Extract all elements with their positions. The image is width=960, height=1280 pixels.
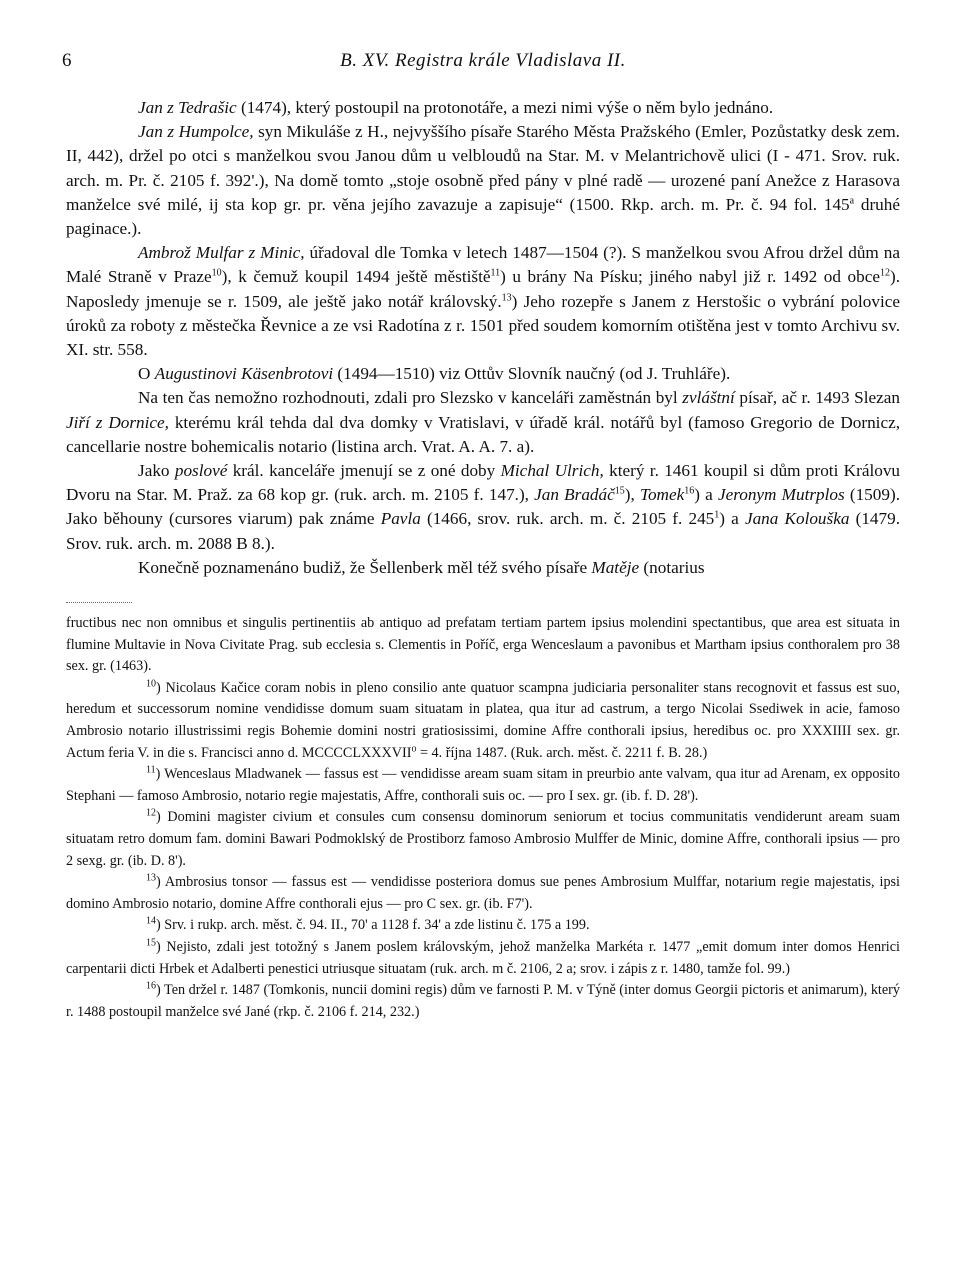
italic-text: poslové [174,461,228,481]
footnote [66,678,900,764]
text-run: ), [624,485,640,505]
text-run: kterému král tehda dal dva domky v Vratislavi, v úřadě král. notářů byl (famoso Gregorio de Dornicz, cancellarie nostre bohemicalis notario (listina arch. Vrat. A. A. 7. a). [66,412,900,456]
superscript-ref: 16 [146,980,156,992]
superscript-ref: 13 [146,872,156,884]
text-run: (notarius [639,557,705,577]
text-run: (1479. Srov. ruk. arch. m. 2088 B 8.). [66,509,900,553]
text-run: (1466, srov. ruk. arch. m. č. 2105 f. 245 [420,509,715,529]
footnote-divider [66,602,132,603]
body-paragraph [66,120,900,241]
text-run: ) Jeho rozepře s Janem z Herstošic o vybrání polovice úroků za roboty z městečka Řevnice a ze vsi Radotína z r. 1501 před soudem komorním otištěna jest v tomto Archivu sv. XI. str. 558. [66,291,900,360]
text-run: ) Ten držel r. 1487 (Tomkonis, nuncii domini regis) dům ve farnosti P. M. v Týně (inter domus Georgii pictoris et animarum), který r. 1488 postoupil manželce své Jané (rkp. č. 2106 f. 214, 232.) [66,982,900,1020]
text-run: ) a [694,485,718,505]
body-paragraph [66,459,900,556]
superscript-ref: 11 [490,267,501,279]
footnote [66,980,900,1023]
superscript-ref: 16 [684,485,695,497]
text-run: ) Nejisto, zdali jest totožný s Janem poslem královským, jehož manželka Markéta r. 1477 „emit domum inter domos Henrici carpentarii dicti Hrbek et Adalberti penestici utriusque situatam (ruk. arch. m č. 2106, 2 a; srov. i zápis z r. 1480, tamže fol. 99.) [66,938,900,977]
italic-text: Augustinovi Käsenbrotovi [154,364,334,384]
superscript-ref: o [411,742,417,754]
superscript-ref: 14 [146,915,156,927]
text-run: ) Wenceslaus Mladwanek — fassus est — vendidisse aream suam sitam in preurbio ante valvam, qua itur ad Arenam, ex opposito Stephani — famoso Ambrosio, notario regie majestatis, Affre, conthorali suis oc. — pro I sex. gr. (ib. f. D. 28'). [66,766,900,804]
text-run: ) u brány Na Písku; jiného nabyl již r. 1492 od obce [500,267,880,287]
italic-text: Jana Kolouška [744,509,850,529]
italic-text: Jan z Humpolce, [138,122,254,142]
footnote [66,613,900,678]
text-run: (1509). Jako běhouny (cursores viarum) pak známe [66,485,900,529]
text-run: písař, ač r. 1493 Slezan [734,388,900,408]
main-text [66,96,900,580]
text-run: který r. 1461 koupil si dům proti Královu Dvoru na Star. M. Praž. za 68 kop gr. (ruk. arch. m. 2105 f. 147.), [66,461,901,505]
body-paragraph [66,386,900,459]
text-run: (1494—1510) viz Ottův Slovník naučný (od J. Truhláře). [333,364,731,384]
page-number: 6 [62,50,72,71]
italic-text: Michal Ulrich, [500,461,604,481]
superscript-ref: 13 [501,291,512,303]
superscript-ref: 10 [146,678,156,690]
body-paragraph [66,556,900,580]
superscript-ref: 12 [879,267,890,279]
document-page [62,44,901,1023]
text-run: ) Nicolaus Kačice coram nobis in pleno consilio ante quatuor scampna judiciaria personaliter stans recognovit et fassus est suo, heredum et successorum nomine vendidisse domum suam situatam in platea, qua itur ad castrum, a tergo Nicolai Ssediwek in acie, famoso Ambrosio notario illustrissimi regis Bohemie domini nostri gratiosissimi, domine Affre conthorali ipsius, heredibus oc. pro XXXIIII sex. gr. Actum feria V. in die s. Francisci anno d. MCCCCLXXXVII [66,679,900,761]
footnote [66,915,900,937]
footnote [66,937,900,980]
italic-text: Jeronym Mutrplos [717,485,845,505]
text-run: fructibus nec non omnibus et singulis pertinentiis ab antiquo ad prefatam tertiam partem ipsius molendini spectantibus, que area est situata in flumine Multavie in Nova Civitate Prag. sub ecclesia s. Clementis in Poříč, erga Wenceslaum a pavonibus et Martham ipsius conthoralem pro 38 sex. gr. (1463). [66,615,900,675]
text-run: = 4. října 1487. (Ruk. arch. měst. č. 2211 f. B. 28.) [416,744,708,761]
text-run: druhé paginace.). [66,194,900,239]
running-title: B. XV. Registra krále Vladislava II. [340,50,626,71]
text-run: Jako [138,461,175,481]
italic-text: Pavla [380,509,421,529]
italic-text: Jan z Tedrašic [138,98,237,117]
body-paragraph [66,96,900,120]
footnote [66,764,900,807]
text-run: ), k čemuž koupil 1494 ještě městiště [221,267,491,287]
superscript-ref: 11 [146,764,156,776]
footnote [66,872,900,915]
text-run: úřadoval dle Tomka v letech 1487—1504 (?). S manželkou svou Afrou držel dům na Malé Straně v Praze [66,243,900,287]
italic-text: Jiří z Dornice, [66,412,169,432]
text-run: ). Naposledy jmenuje se r. 1509, ale ještě jako notář královský. [66,267,900,311]
text-run: Konečně poznamenáno budiž, že Šellenberk měl též svého písaře [138,557,592,577]
italic-text: Matěje [591,557,640,577]
body-paragraph [66,362,900,386]
italic-text: Jan Bradáč [534,485,615,505]
superscript-ref: 15 [614,485,625,497]
text-run: ) a [719,509,745,529]
superscript-ref: 12 [146,807,156,819]
superscript-ref: 1 [714,509,720,521]
text-run: ) Domini magister civium et consules cum consensu dominorum seniorum et tocius communitatis vendiderunt aream suam situatam retro domum fam. domini Bawari Podmoklský de Prostiborz famoso Ambrosio Mulffer de Minic, domine Affre, conthorali ipsius — pro 2 sexg. gr. (ib. D. 8'). [66,809,900,869]
footnote [66,807,900,872]
text-run: O [138,364,155,384]
italic-text: Tomek [639,485,685,505]
superscript-ref: 10 [211,267,222,279]
superscript-ref: 15 [146,937,156,949]
italic-text: Ambrož Mulfar z Minic, [138,243,305,263]
italic-text: zvláštní [682,388,735,408]
text-run: ) Srv. i rukp. arch. měst. č. 94. II., 70' a 1128 f. 34' a zde listinu č. 175 a 199. [156,917,590,934]
page-header [62,44,900,82]
text-run: král. kanceláře jmenují se z oné doby [227,461,501,481]
text-run: syn Mikuláše z H., nejvyššího písaře Starého Města Pražského (Emler, Pozůstatky desk zem. II, 442), držel po otci s manželkou svou Janou dům u velbloudů na Star. M. v Melantrichově ulici (I - 471. Srov. ruk. arch. m. Pr. č. 2105 f. 392'.), Na domě tomto „stoje osobně před pány v plné radě — urozené paní Anežce z Harasova manželce své milé, ij sta kop gr. pr. věna jejího zavazuje a zapisuje“ (1500. Rkp. arch. m. Pr. č. 94 fol. 145 [66,122,900,214]
text-run: ) Ambrosius tonsor — fassus est — vendidisse posteriora domus sue penes Ambrosium Mulffar, notarium regie majestatis, ipsi domino Ambrosio notario, domine Affre conthorali ejus — pro C sex. gr. (ib. F7'). [66,874,900,912]
body-paragraph [66,241,900,362]
text-run: Na ten čas nemožno rozhodnouti, zdali pro Slezsko v kanceláři zaměstnán byl [138,388,683,408]
footnotes [66,613,900,1023]
text-run: (1474), který postoupil na protonotáře, a mezi nimi výše o něm bylo jednáno. [236,98,774,117]
superscript-ref: a [849,195,855,207]
